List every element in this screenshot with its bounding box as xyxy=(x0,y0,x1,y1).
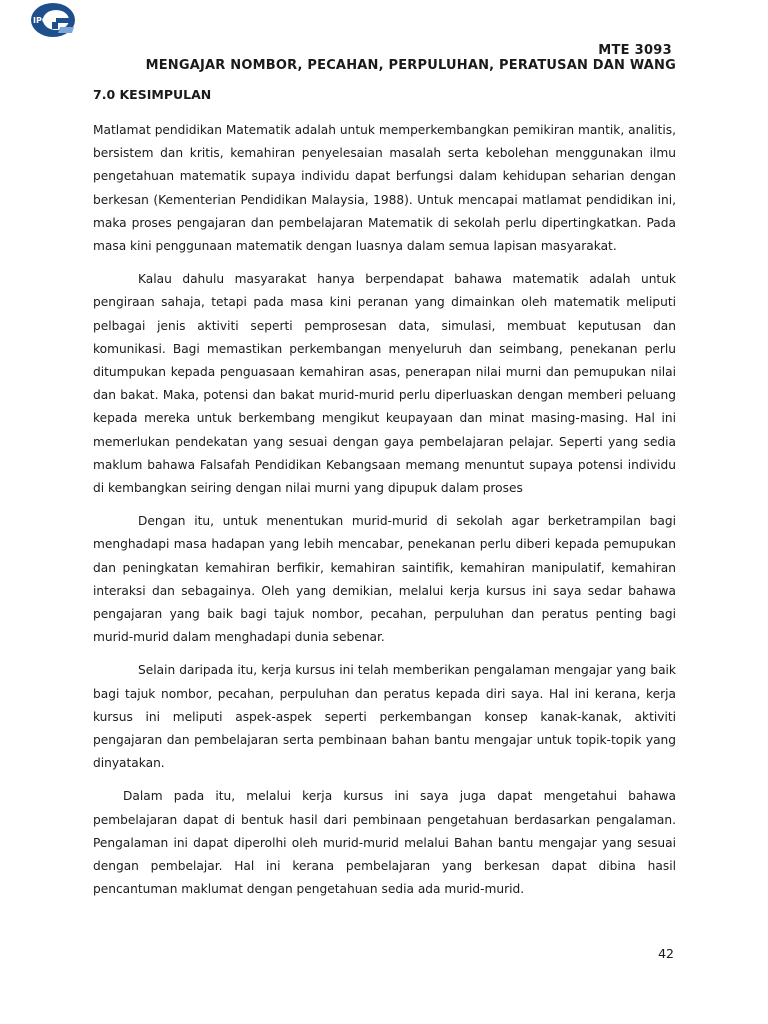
page-number: 42 xyxy=(658,946,674,961)
paragraph-5: Dalam pada itu, melalui kerja kursus ini saya juga dapat mengetahui bahawa pembelajaran dapat di bentuk hasil dari pembinaan pengetahuan berdasarkan pengalaman. Pengalaman ini dapat diperolhi oleh murid-murid melalui Bahan bantu mengajar yang sesuai dengan pembelajar. Hal ini kerana pembelajaran yang berkesan dapat dibina hasil pencantuman maklumat dengan pengetahuan sedia ada murid-murid. xyxy=(93,789,676,897)
course-title: MENGAJAR NOMBOR, PECAHAN, PERPULUHAN, PERATUSAN DAN WANG xyxy=(145,58,676,73)
paragraph-2: Kalau dahulu masyarakat hanya berpendapat bahawa matematik adalah untuk pengiraan sahaja, tetapi pada masa kini peranan yang dimainkan oleh matematik meliputi pelbagai jenis aktiviti seperti pemprosesan data, simulasi, membuat keputusan dan komunikasi. Bagi memastikan perkembangan menyeluruh dan seimbang, penekanan perlu ditumpukan kepada penguasaan kemahiran asas, penerapan nilai murni dan pemupukan nilai dan bakat. Maka, potensi dan bakat murid-murid perlu diperluaskan dengan memberi peluang kepada mereka untuk berkembang mengikut keupayaan dan minat masing-masing. Hal ini memerlukan pendekatan yang sesuai dengan gaya pembelajaran pelajar. Seperti yang sedia maklum bahawa Falsafah Pendidikan Kebangsaan memang menuntut supaya potensi individu di kembangkan seiring dengan nilai murni yang dipupuk dalam proses xyxy=(93,272,676,496)
section-heading: 7.0 KESIMPULAN xyxy=(93,87,212,102)
paragraph-1: Matlamat pendidikan Matematik adalah untuk memperkembangkan pemikiran mantik, analitis, bersistem dan kritis, kemahiran penyelesaian masalah serta kebolehan menggunakan ilmu pengetahuan matematik supaya individu dapat berfungsi dalam kehidupan seharian dengan berkesan (Kementerian Pendidikan Malaysia, 1988). Untuk mencapai matlamat pendidikan ini, maka proses pengajaran dan pembelajaran Matematik di sekolah perlu dipertingkatkan. Pada masa kini penggunaan matematik dengan luasnya dalam semua lapisan masyarakat. xyxy=(93,123,676,254)
course-code: MTE 3093 xyxy=(598,43,672,58)
institution-logo xyxy=(30,2,76,38)
paragraph-3: Dengan itu, untuk menentukan murid-murid di sekolah agar berketrampilan bagi menghadapi masa hadapan yang lebih mencabar, penekanan perlu diberi kepada pemupukan dan peningkatan kemahiran berfikir, kemahiran saintifik, kemahiran manipulatif, kemahiran interaksi dan sebagainya. Oleh yang demikian, melalui kerja kursus ini saya sedar bahawa pengajaran yang baik bagi tajuk nombor, pecahan, perpuluhan dan peratus penting bagi murid-murid dalam menghadapi dunia sebenar. xyxy=(93,514,676,645)
document-body xyxy=(93,119,676,912)
paragraph-4: Selain daripada itu, kerja kursus ini telah memberikan pengalaman mengajar yang baik bagi tajuk nombor, pecahan, perpuluhan dan peratus kepada diri saya. Hal ini kerana, kerja kursus ini meliputi aspek-aspek seperti perkembangan konsep kanak-kanak, aktiviti pengajaran dan pembelajaran serta pembinaan bahan bantu mengajar untuk topik-topik yang dinyatakan. xyxy=(93,663,676,771)
logo-text: IPG xyxy=(33,16,49,25)
